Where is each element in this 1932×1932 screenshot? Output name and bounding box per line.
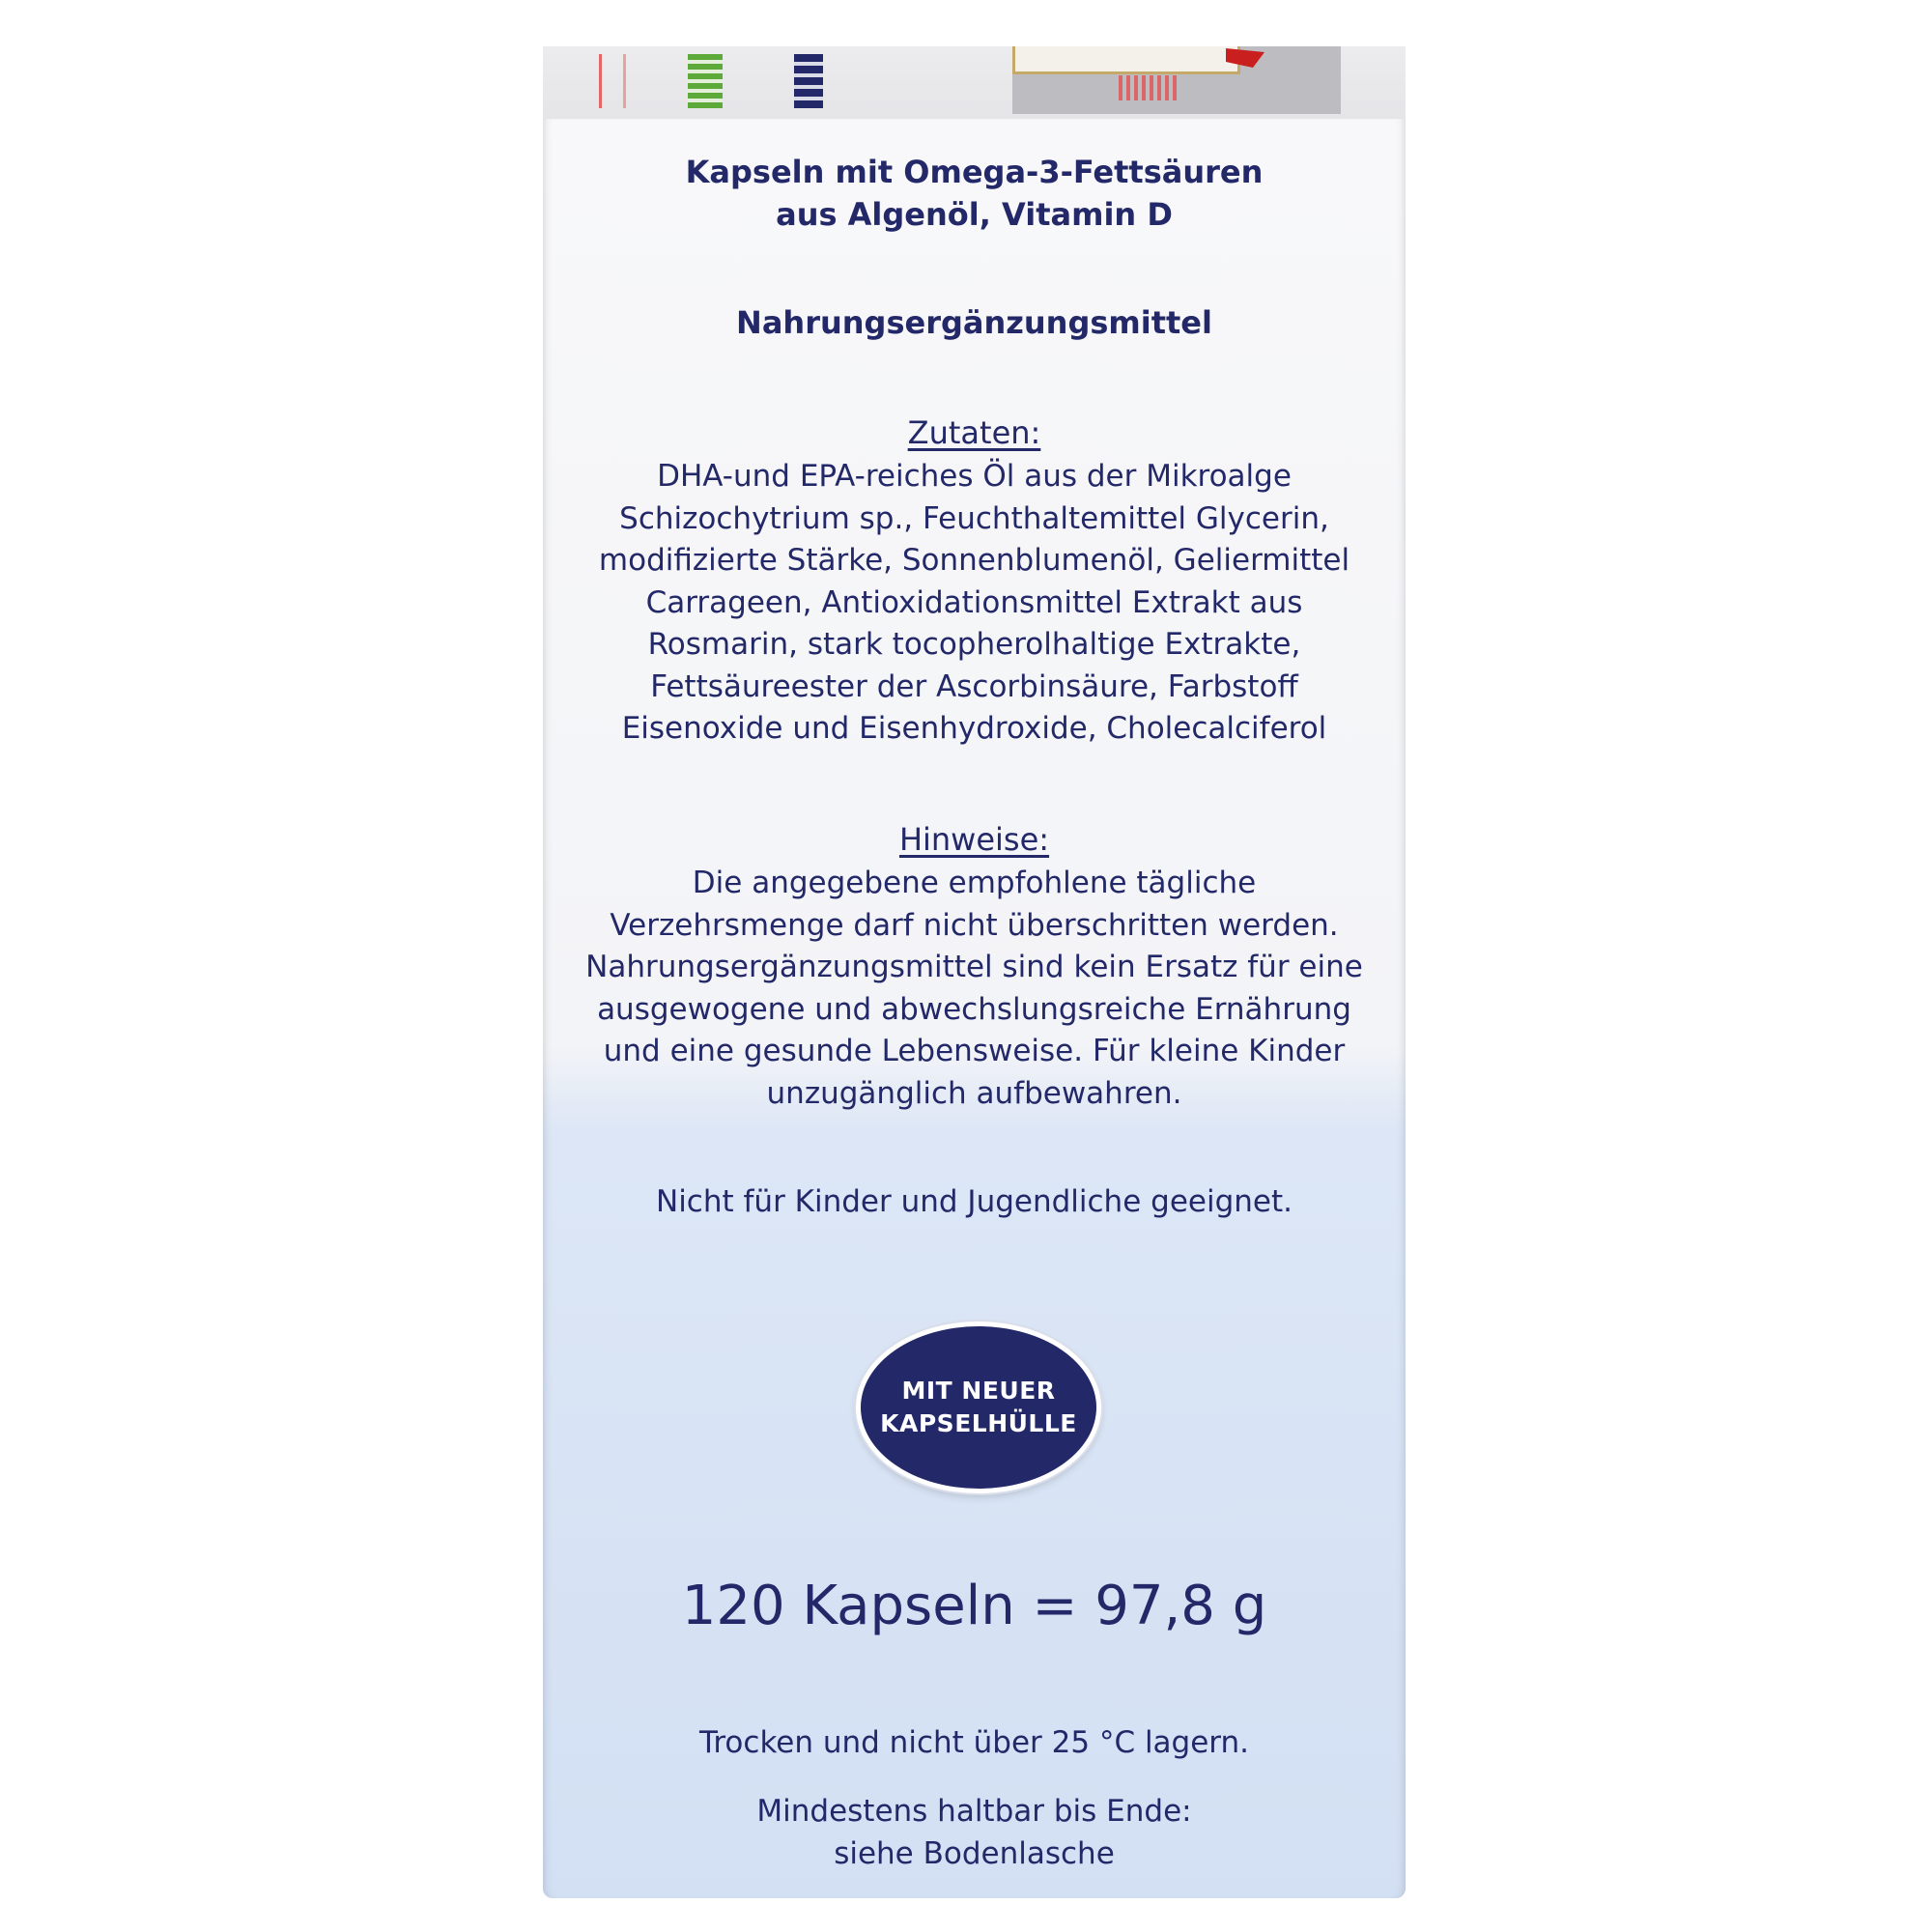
ingredients-line: Eisenoxide und Eisenhydroxide, Cholecalciferol xyxy=(621,711,1327,746)
ingredients-line: Rosmarin, stark tocopherolhaltige Extrakte, xyxy=(647,627,1301,662)
notes-line: Die angegebene empfohlene tägliche xyxy=(692,866,1257,900)
flap-red-text-print xyxy=(1119,75,1177,100)
badge-line: MIT NEUER xyxy=(901,1377,1056,1405)
ingredients-line: Carrageen, Antioxidationsmittel Extrakt aus xyxy=(645,584,1303,620)
notes-text xyxy=(543,863,1406,1115)
best-before-line: Mindestens haltbar bis Ende: xyxy=(756,1794,1192,1829)
ingredients-list xyxy=(543,456,1406,751)
product-title xyxy=(543,151,1406,236)
badge-line: KAPSELHÜLLE xyxy=(880,1409,1077,1437)
storage-instructions: Trocken und nicht über 25 °C lagern. xyxy=(698,1725,1250,1760)
new-capsule-badge xyxy=(856,1321,1101,1493)
product-category: Nahrungsergänzungsmittel xyxy=(736,304,1212,341)
ingredients-heading: Zutaten: xyxy=(907,414,1041,451)
flap-green-logo-print xyxy=(688,54,723,108)
package-top-flap xyxy=(543,46,1406,119)
age-warning: Nicht für Kinder und Jugendliche geeignet. xyxy=(656,1184,1293,1219)
best-before-note xyxy=(543,1791,1406,1875)
flap-brand-logo-print xyxy=(794,54,823,108)
flap-red-print xyxy=(599,54,626,108)
ingredients-line: modifizierte Stärke, Sonnenblumenöl, Geliermittel xyxy=(598,543,1350,578)
best-before-line: siehe Bodenlasche xyxy=(834,1835,1115,1871)
capsule-quantity: 120 Kapseln = 97,8 g xyxy=(681,1575,1267,1637)
notes-line: ausgewogene und abwechslungsreiche Ernährung xyxy=(597,991,1351,1027)
notes-line: unzugänglich aufbewahren. xyxy=(766,1075,1182,1111)
notes-line: Verzehrsmenge darf nicht überschritten werden. xyxy=(610,907,1339,943)
package-back-panel xyxy=(543,119,1406,1898)
product-title-line: aus Algenöl, Vitamin D xyxy=(776,196,1173,233)
notes-heading: Hinweise: xyxy=(898,821,1050,858)
ingredients-line: Fettsäureester der Ascorbinsäure, Farbstoff xyxy=(650,668,1298,704)
ingredients-line: DHA-und EPA-reiches Öl aus der Mikroalge xyxy=(657,459,1292,494)
notes-line: und eine gesunde Lebensweise. Für kleine Kinder xyxy=(603,1034,1346,1068)
product-title-line: Kapseln mit Omega-3-Fettsäuren xyxy=(685,154,1264,190)
ingredients-line: Schizochytrium sp., Feuchthaltemittel Glycerin, xyxy=(619,500,1329,536)
notes-line: Nahrungsergänzungsmittel sind kein Ersatz für eine xyxy=(585,950,1363,984)
flap-product-card-print xyxy=(1012,46,1240,74)
